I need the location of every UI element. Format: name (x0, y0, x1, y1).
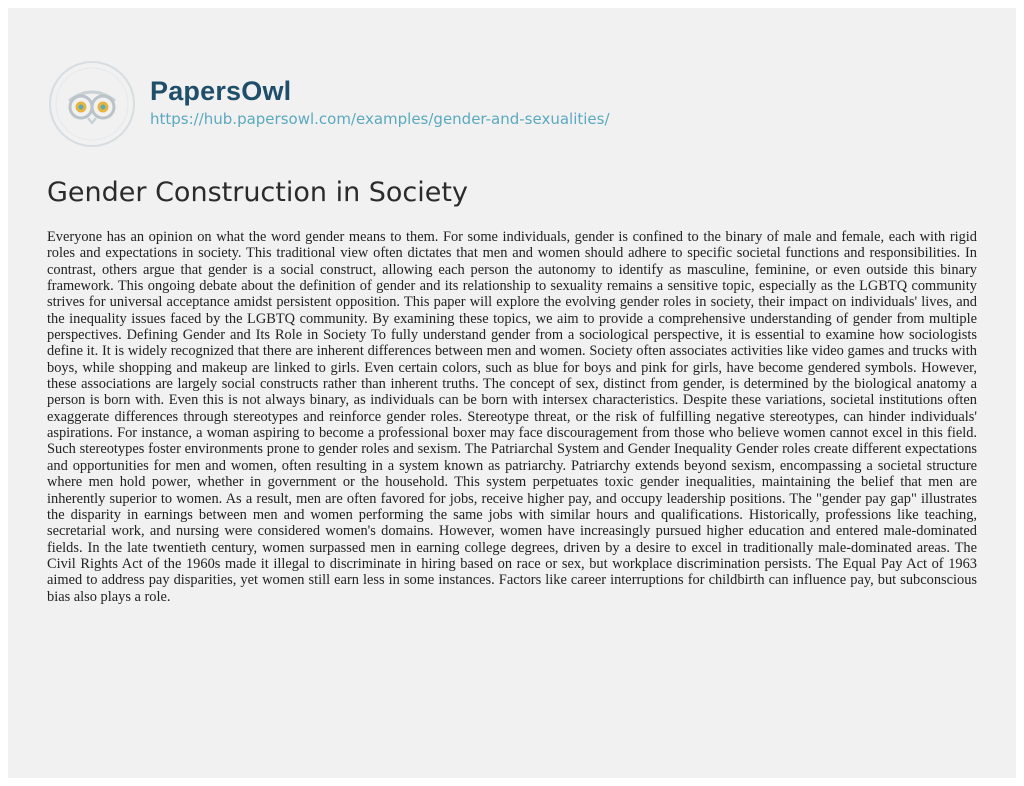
body-text: Everyone has an opinion on what the word gender means to them. For some individuals, gender is confined to the binary of male and female, each with rigid roles and expectations in society. This traditional view often dictates that men and women should adhere to specific societal functions and responsibilities. In contrast, others argue that gender is a social construct, allowing each person the autonomy to identify as masculine, feminine, or even outside this binary framework. This ongoing debate about the definition of gender and its relationship to sexuality remains a sensitive topic, especially as the LGBTQ community strives for universal acceptance amidst persistent opposition. This paper will explore the evolving gender roles in society, their impact on individuals' lives, and the inequality issues faced by the LGBTQ community. By examining these topics, we aim to provide a comprehensive understanding of gender from multiple perspectives. Defining Gender and Its Role in Society To fully understand gender from a sociological perspective, it is essential to examine how sociologists define it. It is widely recognized that there are inherent differences between men and women. Society often associates activities like video games and trucks with boys, while shopping and makeup are linked to girls. Even certain colors, such as blue for boys and pink for girls, have become gendered symbols. However, these associations are largely social constructs rather than inherent truths. The concept of sex, distinct from gender, is determined by the biological anatomy a person is born with. Even this is not always binary, as individuals can be born with intersex characteristics. Despite these variations, societal institutions often exaggerate differences through stereotypes and reinforce gender roles. Stereotype threat, or the risk of fulfilling negative stereotypes, can hinder individuals' aspirations. For instance, a woman aspiring to become a professional boxer may face discouragement from those who believe women cannot excel in this field. Such stereotypes foster environments prone to gender roles and sexism. The Patriarchal System and Gender Inequality Gender roles create different expectations and opportunities for men and women, often resulting in a system known as patriarchy. Patriarchy extends beyond sexism, encompassing a societal structure where men hold power, whether in government or the household. This system perpetuates toxic gender inequalities, maintaining the belief that men are inherently superior to women. As a result, men are often favored for jobs, receive higher pay, and occupy leadership positions. The "gender pay gap" illustrates the disparity in earnings between men and women performing the same jobs with similar hours and qualifications. Historically, professions like teaching, secretarial work, and nursing were considered women's domains. However, women have increasingly pursued higher education and entered male-dominated fields. In the late twentieth century, women surpassed men in earning college degrees, driven by a desire to excel in traditionally male-dominated areas. The Civil Rights Act of the 1960s made it illegal to discriminate in hiring based on race or sex, but workplace discrimination persists. The Equal Pay Act of 1963 aimed to address pay disparities, yet women still earn less in some instances. Factors like career interruptions for childbirth can influence pay, but subconscious bias also plays a role. (47, 229, 977, 605)
owl-eyes-icon (48, 60, 136, 148)
document-page (8, 8, 1016, 778)
brand-block (150, 75, 610, 129)
brand-name: PapersOwl (150, 76, 292, 106)
page-title: Gender Construction in Society (47, 177, 468, 208)
source-url-link[interactable]: https://hub.papersowl.com/examples/gender-and-sexualities/ (150, 110, 610, 128)
header (48, 60, 610, 148)
